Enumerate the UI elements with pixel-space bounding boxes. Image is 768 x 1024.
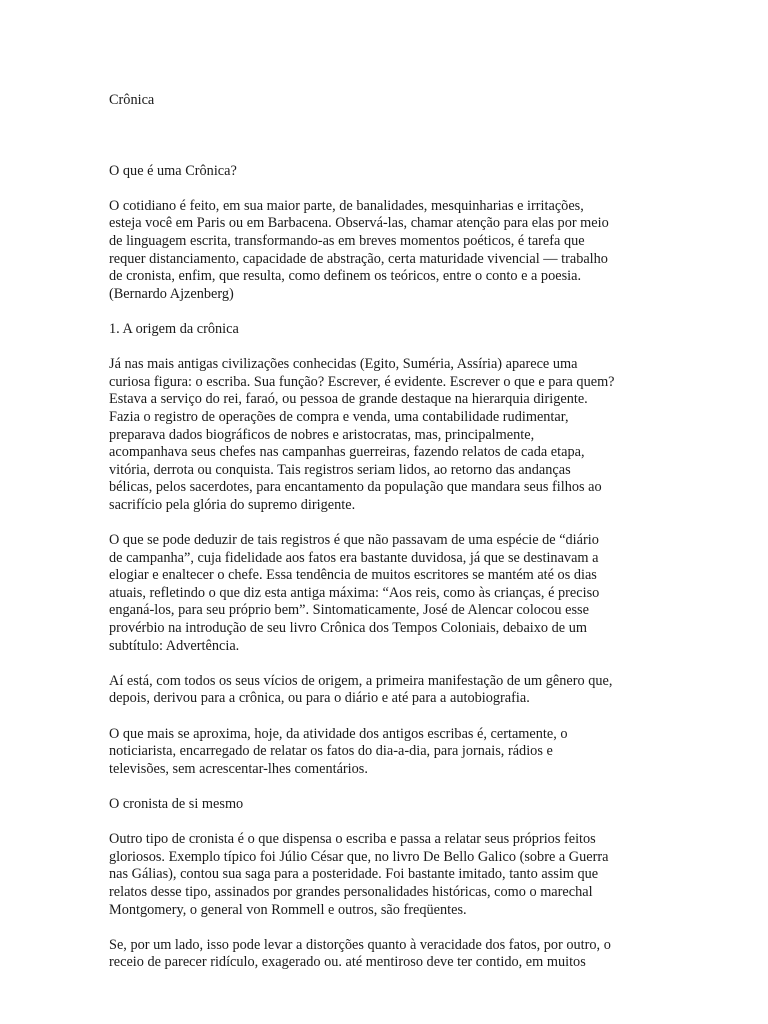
text-line: Montgomery, o general von Rommell e outros, são freqüentes.: [109, 901, 467, 918]
text-line: bélicas, pelos sacerdotes, para encantamento da população que mandara seus filhos ao: [109, 479, 602, 496]
text-line: Aí está, com todos os seus vícios de origem, a primeira manifestação de um gênero que,: [109, 672, 613, 689]
section-heading-origin: [109, 321, 664, 339]
text-line: elogiar e enaltecer o chefe. Essa tendência de muitos escritores se mantém até os dias: [109, 567, 597, 584]
text-line: curiosa figura: o escriba. Sua função? Escrever, é evidente. Escrever o que e para quem?: [109, 373, 615, 390]
paragraph-noticiarista: [109, 726, 664, 779]
text-line: depois, derivou para a crônica, ou para o diário e até para a autobiografia.: [109, 690, 530, 707]
paragraph-spacer: [109, 303, 664, 321]
text-line: nas Gálias), contou sua saga para a posteridade. Foi bastante imitado, tanto assim que: [109, 866, 599, 883]
text-line: O cotidiano é feito, em sua maior parte, de banalidades, mesquinharias e irritações,: [109, 197, 584, 214]
text-line: relatos desse tipo, assinados por grandes personalidades históricas, como o marechal: [109, 883, 593, 900]
paragraph-spacer: [109, 919, 664, 937]
paragraph-distorcoes: [109, 937, 664, 972]
paragraph-outro-tipo: [109, 831, 664, 919]
text-line: vitória, derrota ou conquista. Tais registros seriam lidos, ao retorno das andanças: [109, 461, 571, 478]
text-line: receio de parecer ridículo, exagerado ou. até mentiroso deve ter contido, em muitos: [109, 954, 586, 971]
document-title: Crônica: [109, 92, 155, 108]
text-line: Já nas mais antigas civilizações conhecidas (Egito, Suméria, Assíria) aparece uma: [109, 356, 578, 373]
text-line: Outro tipo de cronista é o que dispensa o escriba e passa a relatar seus próprios feitos: [109, 831, 596, 848]
paragraph-escriba: [109, 356, 664, 514]
text-line: Fazia o registro de operações de compra e venda, uma contabilidade rudimentar,: [109, 408, 569, 425]
text-line: de linguagem escrita, transformando-as em breves momentos poéticos, é tarefa que: [109, 232, 585, 249]
text-line: 1. A origem da crônica: [109, 320, 239, 337]
text-line: subtítulo: Advertência.: [109, 637, 240, 654]
paragraph-spacer: [109, 655, 664, 673]
paragraph-spacer: [109, 180, 664, 198]
text-line: sacrifício pela glória do supremo dirigente.: [109, 496, 356, 513]
section-heading-cronista: [109, 796, 664, 814]
paragraph-spacer: [109, 708, 664, 726]
text-line: televisões, sem acrescentar-lhes comentários.: [109, 760, 368, 777]
text-line: Estava a serviço do rei, faraó, ou pessoa de grande destaque na hierarquia dirigente.: [109, 391, 588, 408]
text-line: noticiarista, encarregado de relatar os fatos do dia-a-dia, para jornais, rádios e: [109, 743, 553, 760]
text-line: esteja você em Paris ou em Barbacena. Observá-las, chamar atenção para elas por meio: [109, 215, 609, 232]
text-line: preparava dados biográficos de nobres e aristocratas, mas, principalmente,: [109, 426, 535, 443]
text-line: gloriosos. Exemplo típico foi Júlio César que, no livro De Bello Galico (sobre a Guerra: [109, 848, 609, 865]
intro-paragraph: [109, 198, 664, 304]
text-line: O cronista de si mesmo: [109, 795, 244, 812]
paragraph-spacer: [109, 514, 664, 532]
text-line: O que é uma Crônica?: [109, 162, 237, 179]
text-line: enganá-los, para seu próprio bem”. Sintomaticamente, José de Alencar colocou esse: [109, 602, 589, 619]
text-line: requer distanciamento, capacidade de abstração, certa maturidade vivencial — trabalho: [109, 250, 608, 267]
document-page: [109, 92, 664, 972]
question-heading: [109, 163, 664, 181]
title-spacer: [109, 110, 664, 163]
text-line: (Bernardo Ajzenberg): [109, 285, 234, 302]
paragraph-spacer: [109, 339, 664, 357]
text-line: acompanhava seus chefes nas campanhas guerreiras, fazendo relatos de cada etapa,: [109, 444, 585, 461]
text-line: de campanha”, cuja fidelidade aos fatos era bastante duvidosa, já que se destinavam a: [109, 549, 599, 566]
text-line: de cronista, enfim, que resulta, como definem os teóricos, entre o conto e a poesia.: [109, 268, 582, 285]
document-body: [109, 163, 664, 972]
paragraph-spacer: [109, 778, 664, 796]
text-line: O que se pode deduzir de tais registros é que não passavam de uma espécie de “diário: [109, 532, 599, 549]
text-line: Se, por um lado, isso pode levar a distorções quanto à veracidade dos fatos, por outro, o: [109, 936, 611, 953]
paragraph-registros: [109, 532, 664, 655]
text-line: atuais, refletindo o que diz esta antiga máxima: “Aos reis, como às crianças, é preciso: [109, 584, 600, 601]
paragraph-vicios: [109, 673, 664, 708]
text-line: provérbio na introdução de seu livro Crônica dos Tempos Coloniais, debaixo de um: [109, 620, 587, 637]
text-line: O que mais se aproxima, hoje, da atividade dos antigos escribas é, certamente, o: [109, 725, 568, 742]
paragraph-spacer: [109, 814, 664, 832]
